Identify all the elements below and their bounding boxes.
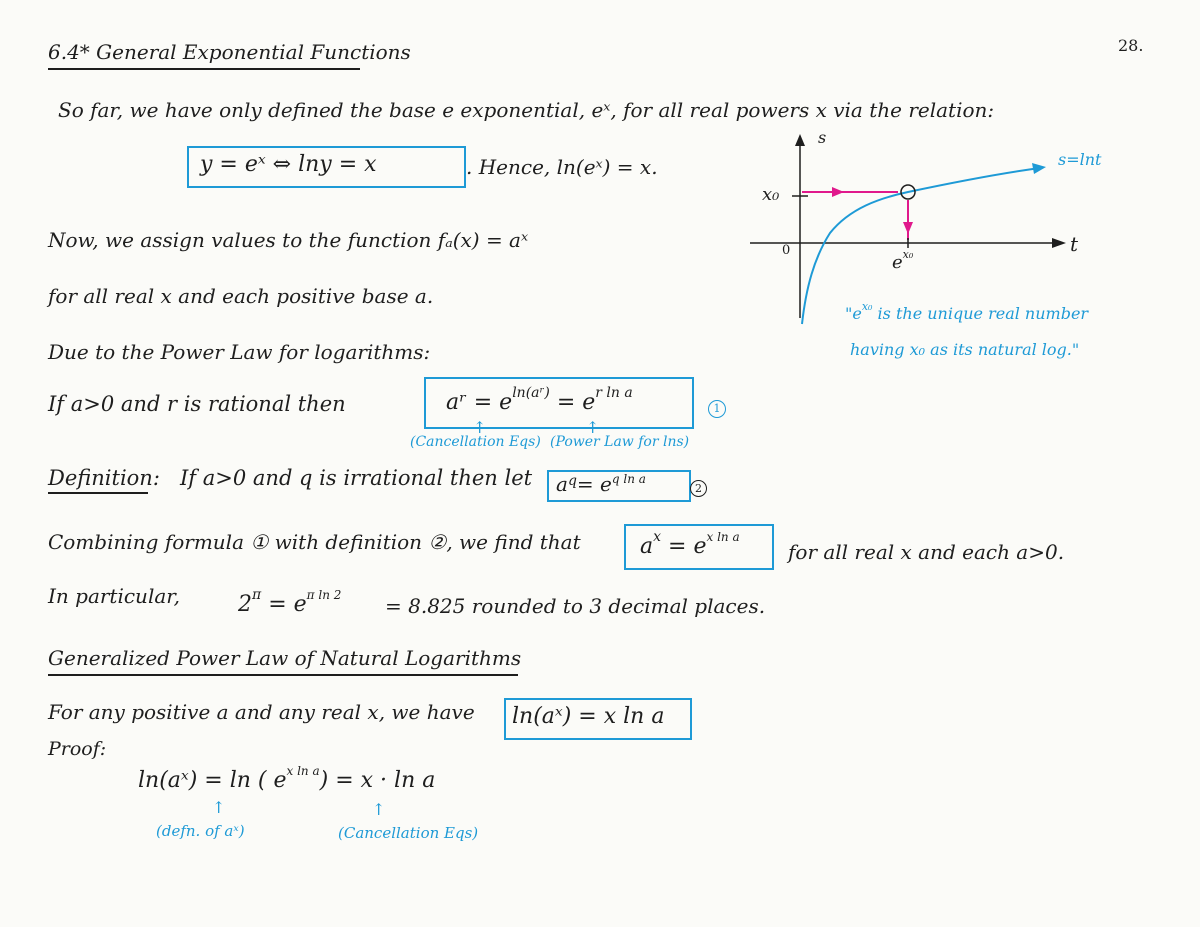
proof-label: Proof: <box>48 738 107 760</box>
definition-text: If a>0 and q is irrational then let <box>180 466 533 490</box>
curve-label: s=lnt <box>1058 150 1102 169</box>
powerlaw-lhs: aʳ = e <box>446 390 513 415</box>
proof-exp: x ln a <box>286 764 320 778</box>
intro-line: So far, we have only defined the base e exponential, eˣ, for all real powers x via the relation: <box>58 98 995 122</box>
formula-number-2: 2 <box>690 480 707 497</box>
assign-line-1: Now, we assign values to the function fₐ(x) = aˣ <box>48 228 529 252</box>
combining-mid: = e <box>661 534 707 559</box>
particular-mid: = e <box>261 592 307 617</box>
definition-formula <box>556 472 646 496</box>
proof-line <box>138 764 436 793</box>
boxed-relation: y = eˣ ⇔ lny = x <box>200 152 377 177</box>
combining-formula <box>640 529 740 559</box>
generalized-heading: Generalized Power Law of Natural Logarithms <box>48 646 522 670</box>
particular-result: = 8.825 rounded to 3 decimal places. <box>385 594 766 618</box>
definition-mid: = e <box>576 472 612 496</box>
s-axis-arrow <box>795 134 805 146</box>
powerlaw-exp2: r ln a <box>595 385 633 401</box>
cancellation-arrow: ↑ <box>473 418 487 437</box>
powerlaw-heading: Due to the Power Law for logarithms: <box>48 340 431 364</box>
graph-caption-1 <box>845 300 1089 323</box>
particular-exp: π ln 2 <box>306 588 342 602</box>
combining-text: Combining formula ① with definition ②, we find that <box>48 530 581 554</box>
powerlaw-formula <box>446 385 633 415</box>
proof-note-1: (defn. of aˣ) <box>156 822 245 840</box>
powerlaw-condition: If a>0 and r is rational then <box>48 392 346 416</box>
definition-q: q <box>567 473 577 489</box>
section-title: 6.4* General Exponential Functions <box>48 40 411 64</box>
note-cancellation: (Cancellation Eqs) <box>410 434 541 450</box>
definition-underline <box>48 492 148 494</box>
proof-arrow-1: ↑ <box>212 798 226 817</box>
ex0-exp: x₀ <box>902 248 914 261</box>
title-underline <box>48 68 360 70</box>
particular-sup: π <box>252 587 262 603</box>
definition-exp: q ln a <box>611 472 646 486</box>
powerlaw-exp1: ln(aʳ) <box>512 385 550 401</box>
x0-label: x₀ <box>762 184 780 205</box>
graph-caption-2: having x₀ as its natural log." <box>850 340 1080 359</box>
definition-base: a <box>556 472 568 496</box>
particular-formula <box>238 587 342 617</box>
particular-text: In particular, <box>48 584 180 608</box>
combining-sup: x <box>653 529 662 545</box>
formula-number-1: 1 <box>708 400 726 418</box>
s-axis-label: s <box>818 128 827 147</box>
ex0-base: e <box>892 252 903 273</box>
caption-rest: is the unique real number <box>872 304 1089 323</box>
origin-label: 0 <box>782 243 791 258</box>
proof-lhs: ln(aˣ) = ln ( e <box>138 768 287 793</box>
proof-end: ) = x · ln a <box>319 768 436 793</box>
particular-base: 2 <box>238 592 252 617</box>
t-axis-arrow <box>1052 238 1066 248</box>
generalized-text: For any positive a and any real x, we have <box>48 700 475 724</box>
caption-e: "e <box>845 304 862 323</box>
magenta-arrow-right <box>832 187 844 197</box>
page-number: 28. <box>1118 36 1144 55</box>
combining-after: for all real x and each a>0. <box>788 540 1065 564</box>
assign-line-2: for all real x and each positive base a. <box>48 284 434 308</box>
proof-arrow-2: ↑ <box>372 800 386 819</box>
note-powerlaw: (Power Law for lns) <box>550 434 690 450</box>
ex0-label <box>892 248 914 273</box>
generalized-formula: ln(aˣ) = x ln a <box>512 704 665 729</box>
proof-note-2: (Cancellation Eqs) <box>338 824 479 842</box>
combining-base: a <box>640 534 654 559</box>
hence-text: . Hence, ln(eˣ) = x. <box>466 155 658 179</box>
definition-label: Definition: <box>48 466 160 490</box>
powerlaw-mid: = e <box>549 390 596 415</box>
magenta-arrow-down <box>903 222 913 234</box>
powerlaw-arrow: ↑ <box>586 418 600 437</box>
combining-exp: x ln a <box>706 530 740 544</box>
ln-curve-arrow <box>1032 163 1046 174</box>
caption-exp: x₀ <box>861 300 873 313</box>
t-axis-label: t <box>1070 232 1079 256</box>
generalized-underline <box>48 674 518 676</box>
